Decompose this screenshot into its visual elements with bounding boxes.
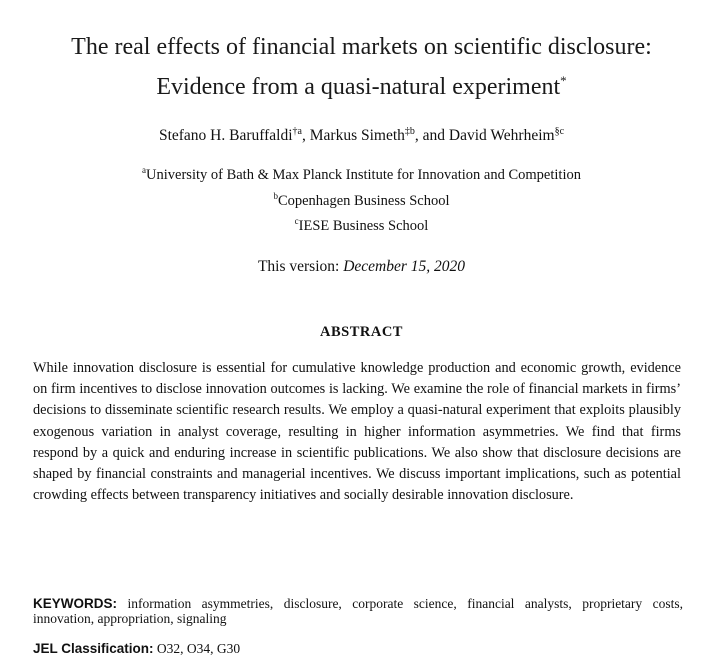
title-line-2 <box>0 64 723 104</box>
title-footnote-mark: * <box>560 73 567 88</box>
version-date: December 15, 2020 <box>343 258 466 275</box>
affiliation-mark: c <box>294 216 299 226</box>
abstract-heading: ABSTRACT <box>320 324 403 340</box>
affiliation-text: University of Bath & Max Planck Institute for Innovation and Competition <box>146 167 581 183</box>
author-footnote-mark: ‡b <box>404 126 415 137</box>
jel-block <box>33 641 240 657</box>
affiliation-item <box>0 160 723 186</box>
title-line-2-text: Evidence from a quasi-natural experiment <box>156 74 561 100</box>
affiliation-text: IESE Business School <box>298 218 429 234</box>
author-separator: , and <box>414 127 449 144</box>
author-footnote-mark: †a <box>292 126 302 137</box>
paper-title <box>0 30 723 104</box>
affiliation-item <box>0 186 723 212</box>
affiliation-mark: b <box>273 190 278 201</box>
jel-label: JEL Classification: <box>33 641 154 656</box>
affiliation-item <box>0 211 723 237</box>
author-name: Stefano H. Baruffaldi <box>158 127 293 144</box>
keywords-text: information asymmetries, disclosure, corporate science, financial analysts, proprietary costs, innovation, appropriation, signaling <box>33 596 683 626</box>
author-name: David Wehrheim <box>448 127 555 144</box>
title-line-1: The real effects of financial markets on scientific disclosure: <box>71 34 652 60</box>
abstract-text: While innovation disclosure is essential for cumulative knowledge production and economic growth, evidence on firm incentives to disclose innovation outcomes is lacking. We examine the role of financial markets in firms’ decisions to disseminate scientific research results. We employ a quasi-natural experiment that exploits plausibly exogenous variation in analyst coverage, resulting in higher information asymmetries. We find that firms respond by a quick and enduring increase in scientific publications. We also show that disclosure decisions are shaped by financial constraints and managerial incentives. We discuss important implications, such as potential crowding effects between transparency initiatives and socially desirable innovation disclosure. <box>33 360 681 504</box>
author-footnote-mark: §c <box>554 126 565 137</box>
keywords-label: KEYWORDS: <box>33 596 117 611</box>
author-list <box>0 121 723 147</box>
affiliation-mark: a <box>142 165 147 175</box>
version-line <box>0 256 723 278</box>
jel-codes: O32, O34, G30 <box>156 641 241 656</box>
author-name: Markus Simeth <box>309 127 405 144</box>
affiliation-text: Copenhagen Business School <box>277 192 450 209</box>
keywords-block <box>33 596 683 626</box>
author-separator: , <box>302 127 310 144</box>
affiliation-list <box>0 160 723 237</box>
version-label: This version: <box>257 258 340 275</box>
